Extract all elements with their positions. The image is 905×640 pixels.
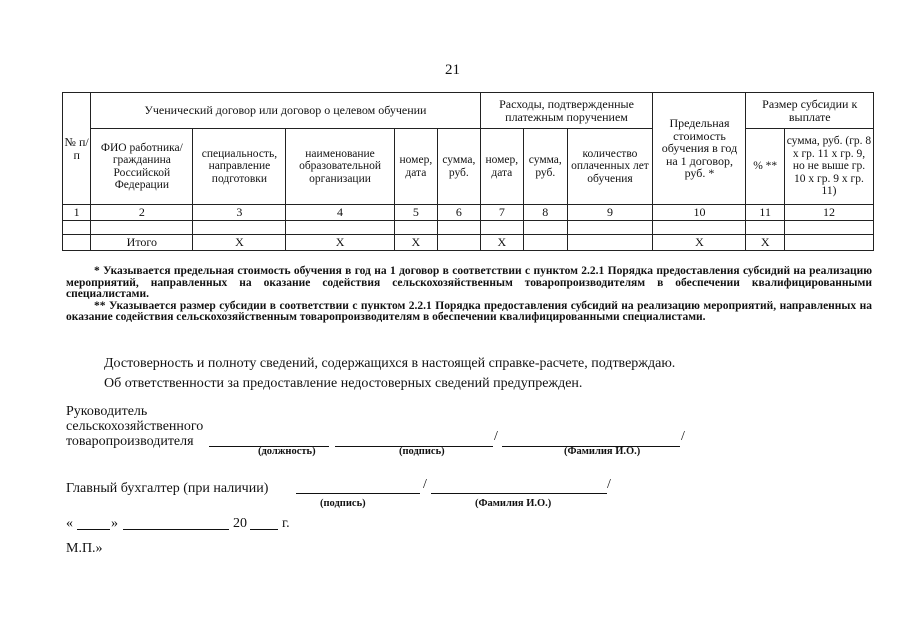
head-title-line3: товаропроизводителя xyxy=(66,434,194,449)
header-contract-number: номер, дата xyxy=(394,129,437,205)
date-year-blank-line xyxy=(250,529,278,530)
header-paid-years: количество оплаченных лет обучения xyxy=(567,129,653,205)
column-number: 10 xyxy=(653,205,746,221)
total-cell xyxy=(567,235,653,251)
accountant-signature-blank-line xyxy=(296,493,420,494)
head-title-line2: сельскохозяйственного xyxy=(66,419,204,434)
subsidy-calculation-table xyxy=(62,92,874,251)
header-specialty: специальность, направление подготовки xyxy=(193,129,286,205)
empty-data-row xyxy=(63,221,874,235)
column-number: 7 xyxy=(480,205,523,221)
header-organization: наименование образовательной организации xyxy=(286,129,394,205)
page-number: 21 xyxy=(445,62,460,78)
stamp-place: М.П.» xyxy=(66,541,103,556)
column-number: 12 xyxy=(784,205,873,221)
column-number: 8 xyxy=(524,205,567,221)
footnote-subsidy-size: ** Указывается размер субсидии в соответствии с пунктом 2.2.1 Порядка предоставления субсидий на реализацию мероприятий, направленных на оказание содействия сельскохозяйственным товаропроизводителям в обеспечении квалифицированными специалистами. xyxy=(66,299,872,324)
column-number: 11 xyxy=(746,205,784,221)
header-expenses-group: Расходы, подтвержденные платежным поручением xyxy=(480,93,653,129)
total-row xyxy=(63,235,874,251)
column-number: 5 xyxy=(394,205,437,221)
total-cell: X xyxy=(653,235,746,251)
caption-position: (должность) xyxy=(258,446,316,457)
header-cost-limit: Предельная стоимость обучения в год на 1 договор, руб. * xyxy=(653,93,746,205)
header-row-number: № п/п xyxy=(63,93,91,205)
column-number: 4 xyxy=(286,205,394,221)
header-percent: % ** xyxy=(746,129,784,205)
total-label: Итого xyxy=(91,235,193,251)
responsibility-statement: Об ответственности за предоставление недостоверных сведений предупрежден. xyxy=(104,376,583,391)
total-cell: X xyxy=(480,235,523,251)
header-payment-number: номер, дата xyxy=(480,129,523,205)
total-cell: X xyxy=(193,235,286,251)
date-month-blank-line xyxy=(123,529,229,530)
column-number-row xyxy=(63,205,874,221)
header-subsidy-group: Размер субсидии к выплате xyxy=(746,93,874,129)
total-cell xyxy=(784,235,873,251)
date-year-prefix: 20 xyxy=(233,516,247,531)
accountant-fullname-blank-line xyxy=(431,493,607,494)
header-employee-name: ФИО работника/ гражданина Российской Федерации xyxy=(91,129,193,205)
footnote-cost-limit: * Указывается предельная стоимость обучения в год на 1 договор в соответствии с пунктом 2.2.1 Порядка предоставления субсидий на реализацию мероприятий, направленных на оказание содействия сельскохозяйственным товаропроизводителям в обеспечении квалифицированными специалистами. xyxy=(66,265,872,301)
total-cell: X xyxy=(394,235,437,251)
confirmation-statement: Достоверность и полноту сведений, содержащихся в настоящей справке-расчете, подтверждаю. xyxy=(104,356,676,371)
header-contract-group: Ученический договор или договор о целевом обучении xyxy=(91,93,480,129)
header-contract-sum: сумма, руб. xyxy=(438,129,480,205)
date-day-blank-line xyxy=(77,529,110,530)
header-payment-sum: сумма, руб. xyxy=(524,129,567,205)
column-number: 3 xyxy=(193,205,286,221)
head-title-line1: Руководитель xyxy=(66,404,148,419)
total-cell: X xyxy=(286,235,394,251)
total-cell xyxy=(438,235,480,251)
column-number: 2 xyxy=(91,205,193,221)
caption-signature: (подпись) xyxy=(399,446,445,457)
caption-accountant-fullname: (Фамилия И.О.) xyxy=(475,498,552,509)
footnotes xyxy=(66,266,872,324)
caption-fullname: (Фамилия И.О.) xyxy=(564,446,641,457)
caption-accountant-signature: (подпись) xyxy=(320,498,366,509)
column-number: 9 xyxy=(567,205,653,221)
column-number: 1 xyxy=(63,205,91,221)
header-subsidy-sum: сумма, руб. (гр. 8 х гр. 11 х гр. 9, но не выше гр. 10 х гр. 9 х гр. 11) xyxy=(784,129,873,205)
chief-accountant-label: Главный бухгалтер (при наличии) xyxy=(66,481,269,496)
total-cell xyxy=(524,235,567,251)
total-cell: X xyxy=(746,235,784,251)
column-number: 6 xyxy=(438,205,480,221)
